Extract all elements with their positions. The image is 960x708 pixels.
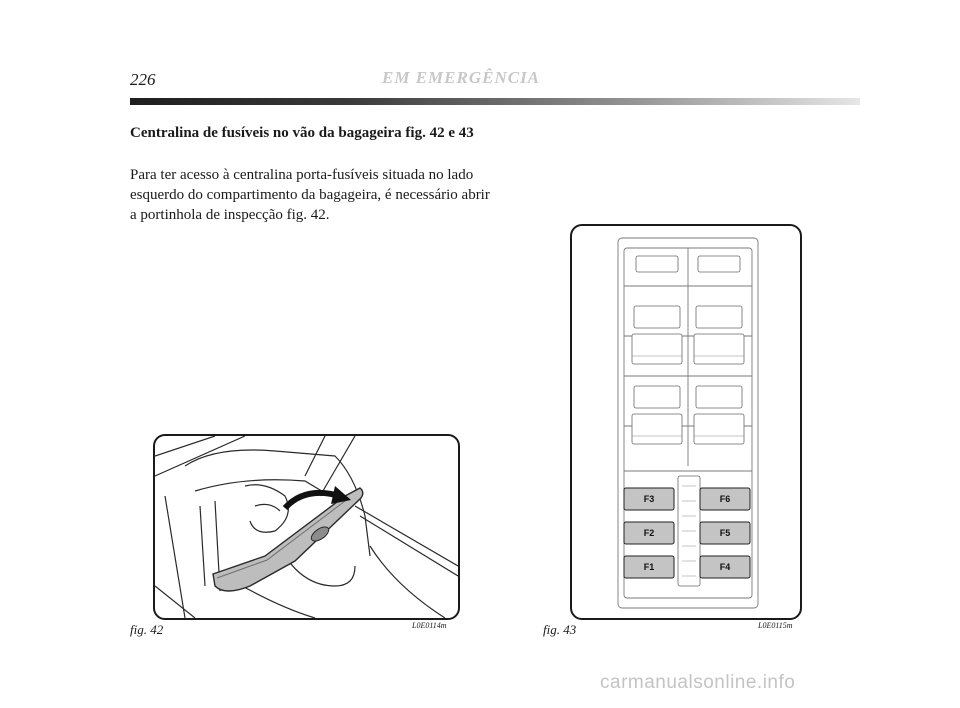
page-number: 226 [130, 70, 156, 89]
fusebox-diagram [572, 226, 800, 618]
fuse-label-f2: F2 [643, 528, 655, 538]
header-rule [130, 98, 860, 105]
figure-43-label: fig. 43 [543, 622, 577, 637]
figure-43-code: L0E0115m [758, 621, 793, 630]
figure-43-fusebox [570, 224, 802, 620]
section-title: EM EMERGÊNCIA [382, 68, 541, 87]
figure-42-label: fig. 42 [130, 622, 164, 637]
fuse-label-f6: F6 [719, 494, 731, 504]
fuse-label-f4: F4 [719, 562, 731, 572]
section-heading: Centralina de fusíveis no vão da bagageira fig. 42 e 43 [130, 125, 474, 141]
trunk-door-drawing [155, 436, 458, 618]
fuse-label-f5: F5 [719, 528, 731, 538]
footer-watermark: carmanualsonline.info [600, 672, 796, 693]
figure-42-code: L0E0114m [412, 621, 447, 630]
figure-42-illustration [153, 434, 460, 620]
body-paragraph: Para ter acesso à centralina porta-fusíveis situada no lado esquerdo do compartimento da bagageira, é necessário abrir a portinhola de inspecção fig. 42. [130, 167, 490, 223]
fuse-label-f1: F1 [643, 562, 655, 572]
fuse-label-f3: F3 [643, 494, 655, 504]
